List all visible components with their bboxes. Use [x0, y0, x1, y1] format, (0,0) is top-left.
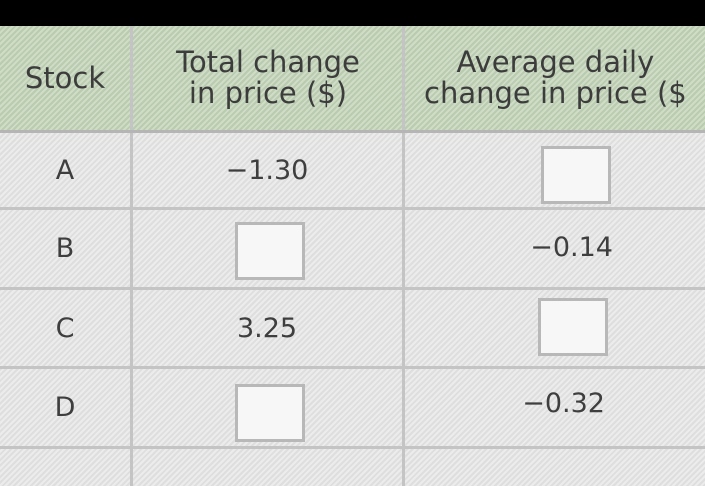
header-total-change: Total change in price ($) — [176, 45, 360, 110]
row-c-stock: C — [55, 312, 75, 344]
row-divider — [0, 446, 705, 449]
row-a-total-change: −1.30 — [225, 154, 309, 186]
stock-table — [0, 26, 705, 486]
row-b-stock: B — [55, 233, 75, 264]
table-header — [0, 26, 705, 130]
row-d-stock: D — [54, 392, 76, 423]
column-divider — [130, 26, 133, 486]
row-d-average-daily-change: −0.32 — [522, 387, 605, 419]
row-a-stock: A — [55, 154, 75, 186]
row-c-average-daily-answer-box[interactable] — [538, 298, 608, 356]
row-a-average-daily-answer-box[interactable] — [541, 146, 611, 204]
row-b-average-daily-change: −0.14 — [530, 231, 613, 263]
row-d-total-change-answer-box[interactable] — [235, 384, 305, 442]
header-stock: Stock — [24, 60, 106, 95]
row-c-total-change: 3.25 — [236, 312, 298, 344]
row-b-total-change-answer-box[interactable] — [235, 222, 305, 280]
header-average-daily-change: Average daily change in price ($ — [424, 45, 687, 110]
